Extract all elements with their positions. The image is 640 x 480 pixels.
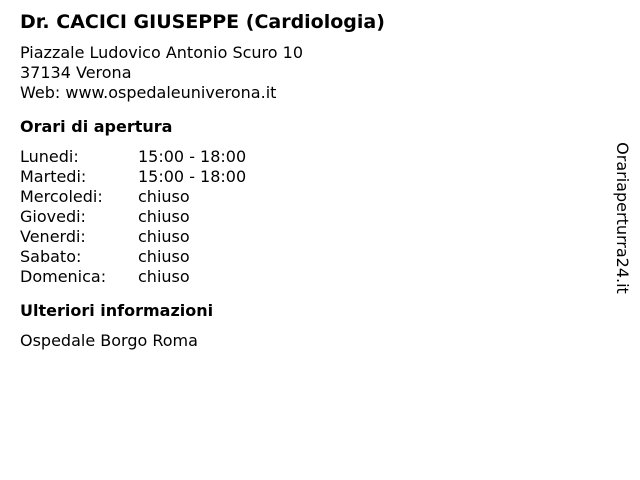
hours-row-thursday <box>20 207 610 227</box>
hours-value: chiuso <box>138 267 190 286</box>
opening-hours-table <box>20 147 610 287</box>
day-label: Domenica: <box>20 267 107 286</box>
day-label: Sabato: <box>20 247 82 266</box>
street-address: Piazzale Ludovico Antonio Scuro 10 <box>20 43 303 62</box>
page-title: Dr. CACICI GIUSEPPE (Cardiologia) <box>20 11 385 33</box>
hours-value: chiuso <box>138 187 190 206</box>
hours-row-monday <box>20 147 610 167</box>
hours-row-saturday <box>20 247 610 267</box>
address-block <box>20 43 610 103</box>
hours-row-tuesday <box>20 167 610 187</box>
hours-value: chiuso <box>138 227 190 246</box>
site-watermark: Orariaperturra24.it <box>613 142 632 294</box>
day-label: Martedi: <box>20 167 87 186</box>
hours-row-wednesday <box>20 187 610 207</box>
hours-row-sunday <box>20 267 610 287</box>
opening-hours-heading: Orari di apertura <box>20 117 173 136</box>
hours-value: 15:00 - 18:00 <box>138 147 247 166</box>
further-info-section <box>20 301 610 351</box>
further-info-text: Ospedale Borgo Roma <box>20 331 198 350</box>
further-info-heading: Ulteriori informazioni <box>20 301 214 320</box>
hours-value: 15:00 - 18:00 <box>138 167 247 186</box>
hours-row-friday <box>20 227 610 247</box>
city-address: 37134 Verona <box>20 63 132 82</box>
day-label: Lunedi: <box>20 147 79 166</box>
day-label: Mercoledi: <box>20 187 103 206</box>
hours-value: chiuso <box>138 207 190 226</box>
doctor-card <box>20 10 610 351</box>
day-label: Giovedi: <box>20 207 86 226</box>
website-line: Web: www.ospedaleuniverona.it <box>20 83 277 102</box>
day-label: Venerdi: <box>20 227 86 246</box>
hours-value: chiuso <box>138 247 190 266</box>
